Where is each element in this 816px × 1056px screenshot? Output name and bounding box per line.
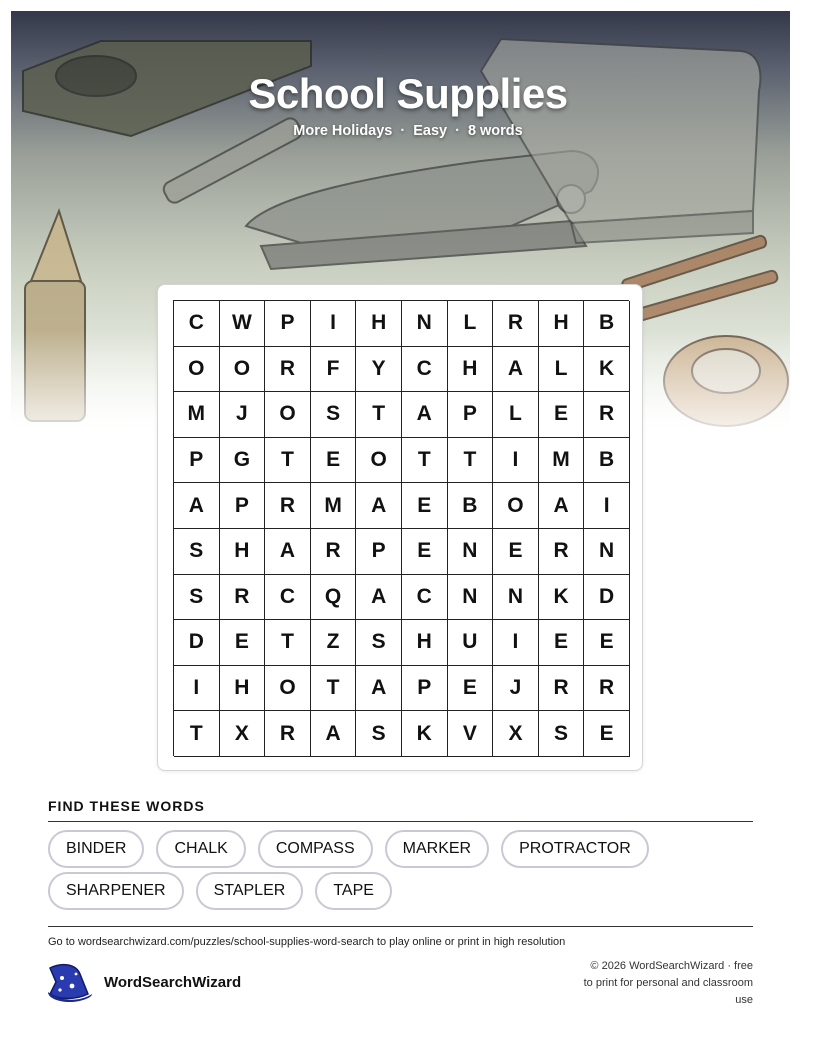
grid-cell[interactable]: L bbox=[539, 347, 585, 393]
grid-cell[interactable]: E bbox=[493, 529, 539, 575]
grid-cell[interactable]: O bbox=[220, 347, 266, 393]
grid-cell[interactable]: S bbox=[174, 529, 220, 575]
word-chip: STAPLER bbox=[196, 872, 304, 910]
word-chip: BINDER bbox=[48, 830, 144, 868]
word-list-heading: FIND THESE WORDS bbox=[48, 798, 205, 814]
grid-cell[interactable]: H bbox=[220, 529, 266, 575]
word-chip: MARKER bbox=[385, 830, 489, 868]
divider bbox=[48, 821, 753, 822]
grid-cell[interactable]: R bbox=[220, 575, 266, 621]
meta-category-link[interactable]: More Holidays bbox=[293, 123, 393, 139]
grid-cell[interactable]: X bbox=[493, 711, 539, 757]
grid-cell[interactable]: K bbox=[539, 575, 585, 621]
grid-cell[interactable]: S bbox=[539, 711, 585, 757]
grid-cell[interactable]: E bbox=[584, 711, 630, 757]
grid-cell[interactable]: H bbox=[402, 620, 448, 666]
grid-cell[interactable]: R bbox=[311, 529, 357, 575]
grid-cell[interactable]: X bbox=[220, 711, 266, 757]
grid-cell[interactable]: D bbox=[174, 620, 220, 666]
grid-cell[interactable]: C bbox=[265, 575, 311, 621]
grid-cell[interactable]: G bbox=[220, 438, 266, 484]
grid-cell[interactable]: A bbox=[265, 529, 311, 575]
grid-cell[interactable]: I bbox=[311, 301, 357, 347]
grid-cell[interactable]: E bbox=[402, 483, 448, 529]
grid-cell[interactable]: J bbox=[493, 666, 539, 712]
grid-cell[interactable]: A bbox=[356, 575, 402, 621]
grid-cell[interactable]: E bbox=[539, 620, 585, 666]
grid-cell[interactable]: P bbox=[448, 392, 494, 438]
grid-cell[interactable]: W bbox=[220, 301, 266, 347]
grid-cell[interactable]: C bbox=[402, 575, 448, 621]
grid-cell[interactable]: V bbox=[448, 711, 494, 757]
grid-cell[interactable]: R bbox=[493, 301, 539, 347]
grid-cell[interactable]: R bbox=[265, 347, 311, 393]
grid-cell[interactable]: O bbox=[265, 666, 311, 712]
letter-grid[interactable] bbox=[173, 300, 629, 756]
grid-cell[interactable]: E bbox=[311, 438, 357, 484]
grid-cell[interactable]: K bbox=[584, 347, 630, 393]
grid-cell[interactable]: C bbox=[402, 347, 448, 393]
grid-cell[interactable]: M bbox=[174, 392, 220, 438]
grid-cell[interactable]: B bbox=[448, 483, 494, 529]
grid-cell[interactable]: A bbox=[311, 711, 357, 757]
grid-cell[interactable]: S bbox=[356, 620, 402, 666]
puzzle-meta bbox=[0, 123, 816, 139]
grid-cell[interactable]: P bbox=[402, 666, 448, 712]
grid-cell[interactable]: T bbox=[356, 392, 402, 438]
grid-cell[interactable]: E bbox=[220, 620, 266, 666]
word-chip: CHALK bbox=[156, 830, 245, 868]
grid-cell[interactable]: O bbox=[265, 392, 311, 438]
grid-cell[interactable]: N bbox=[448, 529, 494, 575]
grid-cell[interactable]: P bbox=[174, 438, 220, 484]
grid-cell[interactable]: Y bbox=[356, 347, 402, 393]
grid-cell[interactable]: Q bbox=[311, 575, 357, 621]
meta-word-count: 8 words bbox=[467, 123, 523, 139]
grid-cell[interactable]: A bbox=[493, 347, 539, 393]
grid-cell[interactable]: M bbox=[539, 438, 585, 484]
grid-cell[interactable]: S bbox=[174, 575, 220, 621]
word-chip: COMPASS bbox=[258, 830, 373, 868]
grid-cell[interactable]: F bbox=[311, 347, 357, 393]
grid-cell[interactable]: R bbox=[265, 483, 311, 529]
grid-cell[interactable]: M bbox=[311, 483, 357, 529]
grid-cell[interactable]: B bbox=[584, 438, 630, 484]
brand[interactable] bbox=[46, 962, 241, 1002]
wizard-hat-icon bbox=[46, 962, 94, 1002]
play-online-link[interactable]: Go to wordsearchwizard.com/puzzles/school-supplies-word-search to play online or print in high resolution bbox=[48, 936, 566, 948]
word-chip: SHARPENER bbox=[48, 872, 184, 910]
grid-cell[interactable]: B bbox=[584, 301, 630, 347]
grid-cell[interactable]: H bbox=[220, 666, 266, 712]
grid-cell[interactable]: R bbox=[539, 529, 585, 575]
grid-cell[interactable]: N bbox=[493, 575, 539, 621]
puzzle-title: School Supplies bbox=[248, 70, 568, 117]
grid-cell[interactable]: E bbox=[402, 529, 448, 575]
meta-separator: · bbox=[400, 123, 406, 139]
grid-cell[interactable]: H bbox=[539, 301, 585, 347]
brand-name: WordSearchWizard bbox=[104, 973, 242, 991]
grid-cell[interactable]: N bbox=[584, 529, 630, 575]
grid-cell[interactable]: H bbox=[448, 347, 494, 393]
grid-cell[interactable]: P bbox=[220, 483, 266, 529]
grid-cell[interactable]: T bbox=[448, 438, 494, 484]
grid-cell[interactable]: I bbox=[493, 620, 539, 666]
grid-cell[interactable]: T bbox=[265, 438, 311, 484]
meta-difficulty: Easy bbox=[413, 123, 448, 139]
grid-cell[interactable]: L bbox=[448, 301, 494, 347]
grid-cell[interactable]: E bbox=[448, 666, 494, 712]
meta-separator: · bbox=[455, 123, 460, 139]
grid-cell[interactable]: E bbox=[584, 620, 630, 666]
grid-cell[interactable]: C bbox=[174, 301, 220, 347]
grid-cell[interactable]: K bbox=[402, 711, 448, 757]
copyright-note: © 2026 WordSearchWizard · free to print for personal and classroom use bbox=[583, 960, 753, 1006]
grid-cell[interactable]: A bbox=[356, 483, 402, 529]
grid-cell[interactable]: O bbox=[493, 483, 539, 529]
grid-cell[interactable]: R bbox=[584, 392, 630, 438]
grid-cell[interactable]: N bbox=[448, 575, 494, 621]
grid-cell[interactable]: I bbox=[584, 483, 630, 529]
grid-cell[interactable]: J bbox=[220, 392, 266, 438]
grid-cell[interactable]: H bbox=[356, 301, 402, 347]
grid-cell[interactable]: R bbox=[584, 666, 630, 712]
grid-cell[interactable]: I bbox=[174, 666, 220, 712]
grid-cell[interactable]: S bbox=[356, 711, 402, 757]
grid-cell[interactable]: R bbox=[539, 666, 585, 712]
grid-cell[interactable]: N bbox=[402, 301, 448, 347]
grid-cell[interactable]: P bbox=[356, 529, 402, 575]
grid-cell[interactable]: T bbox=[402, 438, 448, 484]
grid-cell[interactable]: T bbox=[174, 711, 220, 757]
word-chip: TAPE bbox=[315, 872, 392, 910]
grid-cell[interactable]: S bbox=[311, 392, 357, 438]
grid-cell[interactable]: P bbox=[265, 301, 311, 347]
grid-cell[interactable]: A bbox=[539, 483, 585, 529]
grid-cell[interactable]: U bbox=[448, 620, 494, 666]
grid-cell[interactable]: T bbox=[311, 666, 357, 712]
grid-cell[interactable]: A bbox=[174, 483, 220, 529]
grid-cell[interactable]: Z bbox=[311, 620, 357, 666]
grid-cell[interactable]: A bbox=[356, 666, 402, 712]
grid-cell[interactable]: L bbox=[493, 392, 539, 438]
grid-cell[interactable]: R bbox=[265, 711, 311, 757]
divider bbox=[48, 926, 753, 927]
grid-cell[interactable]: A bbox=[402, 392, 448, 438]
puzzle-card bbox=[157, 284, 643, 771]
word-list bbox=[48, 830, 753, 910]
grid-cell[interactable]: D bbox=[584, 575, 630, 621]
grid-cell[interactable]: T bbox=[265, 620, 311, 666]
grid-cell[interactable]: I bbox=[493, 438, 539, 484]
word-chip: PROTRACTOR bbox=[501, 830, 649, 868]
grid-cell[interactable]: E bbox=[539, 392, 585, 438]
grid-cell[interactable]: O bbox=[174, 347, 220, 393]
grid-cell[interactable]: O bbox=[356, 438, 402, 484]
